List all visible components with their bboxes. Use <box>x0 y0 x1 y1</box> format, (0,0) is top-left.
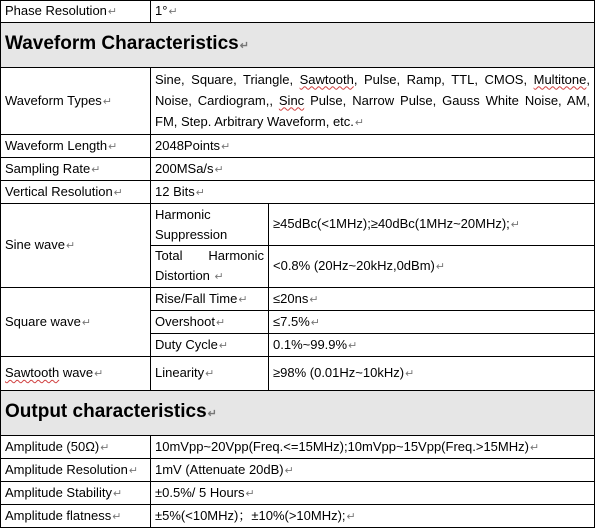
overshoot-value: ≤7.5%↵ <box>269 311 595 334</box>
linearity-label: Linearity↵ <box>151 357 269 391</box>
harmonic-suppression-label: Harmonic Suppression <box>151 204 269 246</box>
duty-cycle-value: 0.1%~99.9%↵ <box>269 334 595 357</box>
row-sine-harmonic-suppression <box>1 204 595 246</box>
amplitude-flatness-label: Amplitude flatness↵ <box>1 505 151 528</box>
linearity-value: ≥98% (0.01Hz~10kHz)↵ <box>269 357 595 391</box>
harmonic-suppression-value: ≥45dBc(<1MHz);≥40dBc(1MHz~20MHz);↵ <box>269 204 595 246</box>
waveform-length-label: Waveform Length↵ <box>1 135 151 158</box>
amplitude-flatness-value: ±5%(<10MHz)；±10%(>10MHz);↵ <box>151 505 595 528</box>
square-wave-label: Square wave↵ <box>1 288 151 357</box>
row-phase-resolution <box>1 1 595 23</box>
amplitude-stability-value: ±0.5%/ 5 Hours↵ <box>151 482 595 505</box>
phase-resolution-label: Phase Resolution↵ <box>1 1 151 23</box>
sawtooth-wave-label: Sawtooth wave↵ <box>1 357 151 391</box>
row-amplitude-flatness <box>1 505 595 528</box>
amplitude-stability-label: Amplitude Stability↵ <box>1 482 151 505</box>
vertical-resolution-value: 12 Bits↵ <box>151 181 595 204</box>
row-sawtooth-linearity <box>1 357 595 391</box>
amplitude-resolution-label: Amplitude Resolution↵ <box>1 459 151 482</box>
overshoot-label: Overshoot↵ <box>151 311 269 334</box>
section-title-waveform: Waveform Characteristics↵ <box>1 23 595 68</box>
row-amplitude-stability <box>1 482 595 505</box>
row-waveform-types <box>1 68 595 135</box>
rise-fall-label: Rise/Fall Time↵ <box>151 288 269 311</box>
row-square-rise-fall <box>1 288 595 311</box>
section-title-output: Output characteristics↵ <box>1 391 595 436</box>
vertical-resolution-label: Vertical Resolution↵ <box>1 181 151 204</box>
amplitude-resolution-value: 1mV (Attenuate 20dB)↵ <box>151 459 595 482</box>
section-output-characteristics <box>1 391 595 436</box>
section-waveform-characteristics <box>1 23 595 68</box>
phase-resolution-value: 1°↵ <box>151 1 595 23</box>
rise-fall-value: ≤20ns↵ <box>269 288 595 311</box>
row-sampling-rate <box>1 158 595 181</box>
spellcheck-word: Sawtooth <box>299 71 354 87</box>
spellcheck-word: Sawtooth <box>5 365 60 380</box>
amplitude-value: 10mVpp~20Vpp(Freq.<=15MHz);10mVpp~15Vpp(Freq.>15MHz)↵ <box>151 436 595 459</box>
spellcheck-word: Multitone <box>533 71 587 87</box>
waveform-types-label: Waveform Types↵ <box>1 68 151 135</box>
row-waveform-length <box>1 135 595 158</box>
sine-wave-label: Sine wave↵ <box>1 204 151 288</box>
row-amplitude <box>1 436 595 459</box>
row-vertical-resolution <box>1 181 595 204</box>
thd-value: <0.8% (20Hz~20kHz,0dBm)↵ <box>269 246 595 288</box>
waveform-length-value: 2048Points↵ <box>151 135 595 158</box>
thd-label: Total Harmonic Distortion ↵ <box>151 246 269 288</box>
waveform-types-value: Sine, Square, Triangle, Sawtooth, Pulse, Ramp, TTL, CMOS, Multitone, Noise, Cardiogram,, Sinc Pulse, Narrow Pulse, Gauss White Noise, AM, FM, Step. Arbitrary Waveform, etc.↵ <box>151 68 595 135</box>
sampling-rate-value: 200MSa/s↵ <box>151 158 595 181</box>
spellcheck-word: Sinc <box>278 92 305 108</box>
row-amplitude-resolution <box>1 459 595 482</box>
duty-cycle-label: Duty Cycle↵ <box>151 334 269 357</box>
sampling-rate-label: Sampling Rate↵ <box>1 158 151 181</box>
amplitude-label: Amplitude (50Ω)↵ <box>1 436 151 459</box>
